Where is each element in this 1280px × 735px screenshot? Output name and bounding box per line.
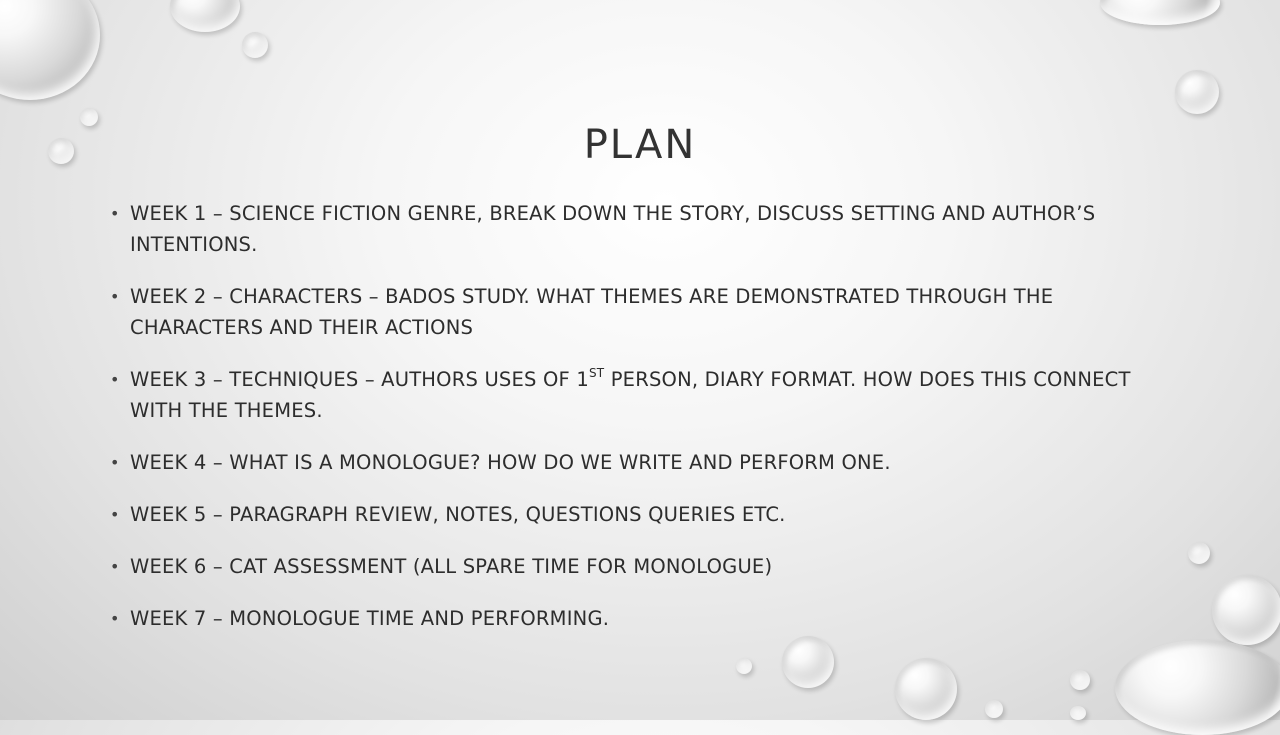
- list-item-text: WEEK 2 – CHARACTERS – BADOS STUDY. WHAT THEMES ARE DEMONSTRATED THROUGH THE CHARACTERS AND THEIR ACTIONS: [130, 285, 1054, 339]
- water-droplet-decoration: [895, 658, 957, 720]
- list-item: [110, 551, 1180, 582]
- water-droplet-decoration: [736, 658, 752, 674]
- bullet-icon: •: [110, 609, 120, 628]
- water-droplet-decoration: [242, 32, 268, 58]
- bullet-icon: •: [110, 204, 120, 223]
- bullet-icon: •: [110, 370, 120, 389]
- slide-title: PLAN: [583, 122, 697, 168]
- bullet-icon: •: [110, 287, 120, 306]
- water-droplet-decoration: [1070, 670, 1090, 690]
- water-droplet-decoration: [1212, 575, 1280, 645]
- list-item: [110, 603, 1180, 634]
- list-item-text: WEEK 5 – PARAGRAPH REVIEW, NOTES, QUESTIONS QUERIES ETC.: [130, 503, 786, 526]
- list-item-text: WEEK 6 – CAT ASSESSMENT (ALL SPARE TIME FOR MONOLOGUE): [130, 555, 773, 578]
- water-droplet-decoration: [170, 0, 240, 32]
- water-droplet-decoration: [1188, 542, 1210, 564]
- list-item-text: WEEK 4 – WHAT IS A MONOLOGUE? HOW DO WE WRITE AND PERFORM ONE.: [130, 451, 891, 474]
- ordinal-suffix: ST: [588, 366, 605, 380]
- water-droplet-decoration: [985, 700, 1003, 718]
- list-item-text: WEEK 7 – MONOLOGUE TIME AND PERFORMING.: [130, 607, 610, 630]
- water-droplet-decoration: [1100, 0, 1220, 25]
- list-item: [110, 198, 1180, 260]
- plan-list: [110, 198, 1180, 655]
- bullet-icon: •: [110, 557, 120, 576]
- list-item-text: WEEK 1 – SCIENCE FICTION GENRE, BREAK DOWN THE STORY, DISCUSS SETTING AND AUTHOR’S INTENTIONS.: [130, 202, 1096, 256]
- bullet-icon: •: [110, 453, 120, 472]
- list-item: [110, 281, 1180, 343]
- list-item-text-post: PERSON, DIARY FORMAT. HOW DOES THIS CONNECT WITH THE THEMES.: [130, 368, 1131, 422]
- water-droplet-decoration: [0, 0, 100, 100]
- list-item: [110, 447, 1180, 478]
- list-item-text-pre: WEEK 3 – TECHNIQUES – AUTHORS USES OF 1: [130, 368, 589, 391]
- water-droplet-decoration: [1070, 706, 1086, 720]
- list-item: [110, 364, 1180, 426]
- water-droplet-decoration: [1175, 70, 1219, 114]
- bullet-icon: •: [110, 505, 120, 524]
- list-item: [110, 499, 1180, 530]
